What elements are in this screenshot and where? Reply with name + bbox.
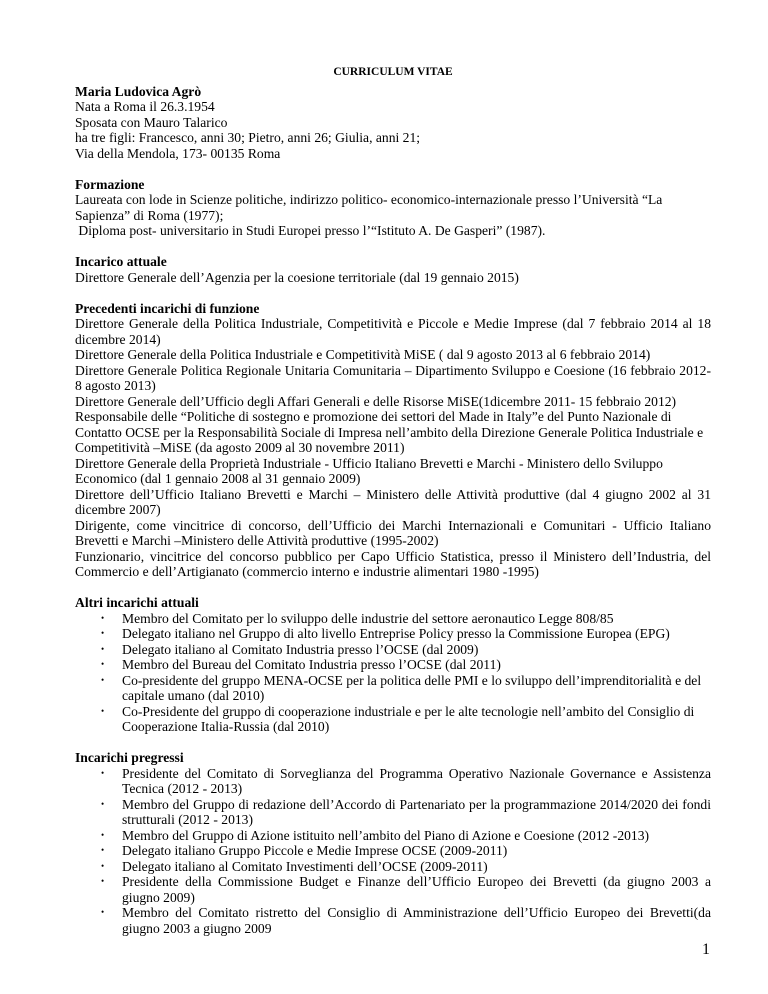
bullet-icon: • [101,845,105,855]
paragraph: Laureata con lode in Scienze politiche, indirizzo politico- economico-internazionale presso l’Università “La Sapienza” di Roma (1977); [75,192,663,223]
list-item [101,641,711,658]
list-item [101,874,711,905]
list-item [101,672,711,704]
document-body [75,65,711,936]
paragraph: Direttore Generale Politica Regionale Unitaria Comunitaria – Dipartimento Sviluppo e Coesione (16 febbraio 2012-8 agosto 2013) [75,362,711,393]
page-number: 1 [702,941,710,958]
list-item-text: Delegato italiano Gruppo Piccole e Medie Imprese OCSE (2009-2011) [122,843,508,858]
list-item-text: Membro del Gruppo di Azione istituito nell’ambito del Piano di Azione e Coesione (2012 -2013) [122,827,650,843]
document-title: CURRICULUM VITAE [333,66,453,78]
bullet-icon: • [101,674,105,685]
list-item [101,765,711,797]
section-heading: Incarichi pregressi [75,750,184,765]
paragraph: Dirigente, come vincitrice di concorso, dell’Ufficio dei Marchi Internazionali e Comunitari - Ufficio Italiano Brevetti e Marchi –Ministero delle Attività produttive (1995-2002) [75,517,711,548]
list-item-text: Delegato italiano al Comitato Industria presso l’OCSE (dal 2009) [122,641,479,657]
list-item [101,657,711,673]
section-formazione [75,177,711,239]
bullet-icon: • [101,767,105,778]
list-item-text: Delegato italiano al Comitato Investimenti dell’OCSE (2009-2011) [122,858,488,874]
list-item [101,703,711,735]
personal-line: Via della Mendola, 173- 00135 Roma [75,145,281,161]
bullet-icon: • [101,643,105,654]
paragraph: Responsabile delle “Politiche di sostegno e promozione dei settori del Made in Italy”e del Punto Nazionale di Contatto OCSE per la Responsabilità Sociale di Impresa nell’ambito della Direzione Generale Politica Industriale e Competitività –MiSE (da agosto 2009 al 30 novembre 2011) [75,409,704,455]
list-item-text: Co-Presidente del gruppo di cooperazione industriale e per le alte tecnologie nell’ambito del Consiglio di Cooperazione Italia-Russia (dal 2010) [122,703,695,734]
bullet-list [75,766,711,937]
personal-line: Sposata con Mauro Talarico [75,114,228,130]
paragraph: Diploma post- universitario in Studi Europei presso l’“Istituto A. De Gasperi” (1987). [75,223,546,238]
bullet-icon: • [101,829,105,840]
list-item [101,610,711,627]
list-item [101,905,711,936]
section-precedenti-incarichi [75,301,711,580]
list-item [101,858,711,875]
bullet-icon: • [101,628,105,638]
personal-line: ha tre figli: Francesco, anni 30; Pietro, anni 26; Giulia, anni 21; [75,130,421,145]
section-heading: Altri incarichi attuali [75,595,199,610]
section-altri-incarichi [75,595,711,735]
paragraph: Direttore Generale della Proprietà Industriale - Ufficio Italiano Brevetti e Marchi - Ministero dello Sviluppo Economico (dal 1 gennaio 2008 al 31 gennaio 2009) [75,455,663,486]
section-heading: Formazione [75,176,145,192]
bullet-icon: • [101,876,105,886]
bullet-icon: • [101,659,105,669]
list-item-text: Presidente del Comitato di Sorveglianza del Programma Operativo Nazionale Governance e Assistenza Tecnica (2012 - 2013) [122,765,711,796]
bullet-icon: • [101,612,105,623]
list-item-text: Membro del Comitato per lo sviluppo delle industrie del settore aeronautico Legge 808/85 [122,610,614,626]
paragraph: Direttore Generale della Politica Industriale e Competitività MiSE ( dal 9 agosto 2013 al 6 febbraio 2014) [75,347,651,362]
list-item-text: Co-presidente del gruppo MENA-OCSE per la politica delle PMI e lo sviluppo dell’imprenditorialità e del capitale umano (dal 2010) [122,672,702,703]
bullet-icon: • [101,705,105,716]
section-incarichi-pregressi [75,750,711,936]
list-item [101,626,711,642]
paragraph: Direttore Generale dell’Ufficio degli Affari Generali e delle Risorse MiSE(1dicembre 2011- 15 febbraio 2012) [75,393,677,409]
bullet-icon: • [101,798,105,809]
paragraph: Funzionario, vincitrice del concorso pubblico per Capo Ufficio Statistica, presso il Ministero dell’Industria, del Commercio e dell’Artigianato (commercio interno e industrie alimentari 1980 -1995) [75,548,711,579]
person-name: Maria Ludovica Agrò [75,83,202,99]
paragraph: Direttore dell’Ufficio Italiano Brevetti e Marchi – Ministero delle Attività produttive (dal 4 giugno 2002 al 31 dicembre 2007) [75,486,711,517]
paragraph: Direttore Generale dell’Agenzia per la coesione territoriale (dal 19 gennaio 2015) [75,269,519,285]
list-item-text: Membro del Bureau del Comitato Industria presso l’OCSE (dal 2011) [122,657,501,672]
personal-info [75,84,711,162]
bullet-list [75,611,711,735]
section-heading: Incarico attuale [75,254,167,269]
list-item [101,827,711,844]
bullet-icon: • [101,907,105,917]
list-item [101,796,711,828]
section-heading: Precedenti incarichi di funzione [75,300,260,316]
list-item-text: Presidente della Commissione Budget e Finanze dell’Ufficio Europeo dei Brevetti (da giugno 2003 a giugno 2009) [122,874,711,905]
section-incarico-attuale [75,254,711,285]
list-item-text: Membro del Gruppo di redazione dell’Accordo di Partenariato per la programmazione 2014/2020 dei fondi strutturali (2012 - 2013) [122,796,711,827]
bullet-icon: • [101,860,105,871]
list-item-text: Delegato italiano nel Gruppo di alto livello Entreprise Policy presso la Commissione Europea (EPG) [122,626,670,641]
list-item-text: Membro del Comitato ristretto del Consiglio di Amministrazione dell’Ufficio Europeo dei Brevetti(da giugno 2003 a giugno 2009 [122,905,711,936]
paragraph: Direttore Generale della Politica Industriale, Competitività e Piccole e Medie Imprese (dal 7 febbraio 2014 al 18 dicembre 2014) [75,316,711,347]
personal-line: Nata a Roma il 26.3.1954 [75,99,215,114]
list-item [101,843,711,859]
